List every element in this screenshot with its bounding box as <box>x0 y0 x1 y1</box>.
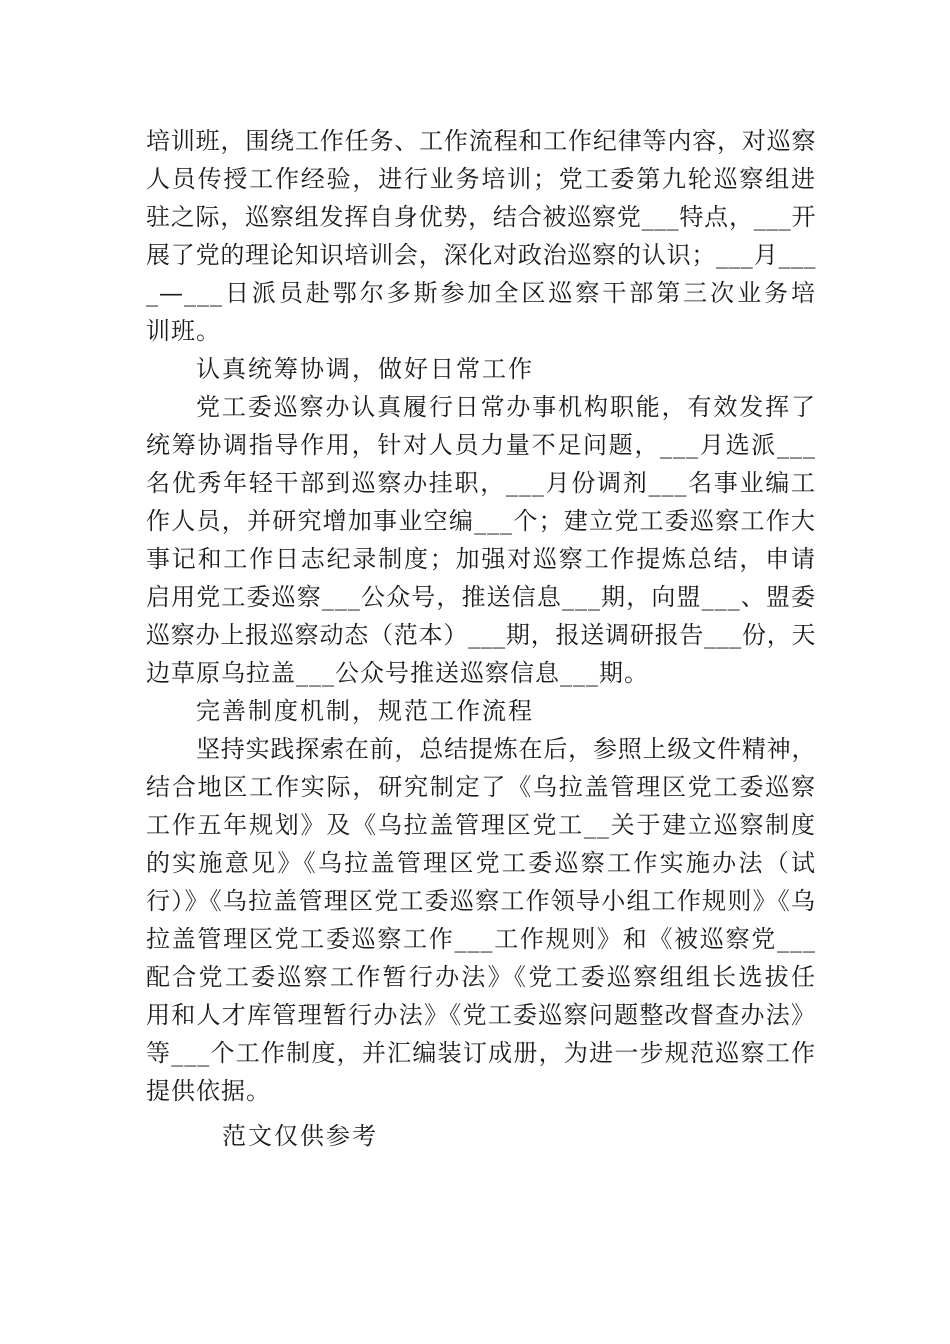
body-line: _—___日派员赴鄂尔多斯参加全区巡察干部第三次业务培 <box>146 279 816 307</box>
body-line: 结合地区工作实际，研究制定了《乌拉盖管理区党工委巡察 <box>146 773 816 801</box>
body-line: 培训班，围绕工作任务、工作流程和工作纪律等内容，对巡察 <box>146 127 816 155</box>
body-line: 提供依据。 <box>146 1077 271 1105</box>
section-heading: 完善制度机制，规范工作流程 <box>196 697 534 725</box>
body-line: 的实施意见》《乌拉盖管理区党工委巡察工作实施办法（试 <box>146 849 816 877</box>
body-line: 拉盖管理区党工委巡察工作___工作规则》和《被巡察党___ <box>146 925 816 953</box>
body-line: 工作五年规划》及《乌拉盖管理区党工__关于建立巡察制度 <box>146 811 816 839</box>
body-line: 用和人才库管理暂行办法》《党工委巡察问题整改督查办法》 <box>146 1001 816 1029</box>
body-line: 巡察办上报巡察动态（范本）___期，报送调研报告___份，天 <box>146 621 816 649</box>
body-line: 事记和工作日志纪录制度；加强对巡察工作提炼总结，申请 <box>146 545 816 573</box>
section-heading: 认真统筹协调，做好日常工作 <box>196 355 534 383</box>
body-line: 坚持实践探索在前，总结提炼在后，参照上级文件精神， <box>196 735 816 763</box>
body-line: 作人员，并研究增加事业空编___个；建立党工委巡察工作大 <box>146 507 816 535</box>
body-line: 行）》《乌拉盖管理区党工委巡察工作领导小组工作规则》《乌 <box>146 887 816 915</box>
body-line: 配合党工委巡察工作暂行办法》《党工委巡察组组长选拔任 <box>146 963 816 991</box>
body-line: 等___个工作制度，并汇编装订成册，为进一步规范巡察工作 <box>146 1039 816 1067</box>
body-line: 人员传授工作经验，进行业务培训；党工委第九轮巡察组进 <box>146 165 816 193</box>
reference-note: 范文仅供参考 <box>222 1122 378 1150</box>
body-line: 党工委巡察办认真履行日常办事机构职能，有效发挥了 <box>196 393 816 421</box>
body-line: 启用党工委巡察___公众号，推送信息___期，向盟___、盟委 <box>146 583 816 611</box>
body-line: 统筹协调指导作用，针对人员力量不足问题，___月选派___ <box>146 431 816 459</box>
body-line: 驻之际，巡察组发挥自身优势，结合被巡察党___特点，___开 <box>146 203 816 231</box>
body-line: 展了党的理论知识培训会，深化对政治巡察的认识；___月___ <box>146 241 816 269</box>
body-line: 名优秀年轻干部到巡察办挂职，___月份调剂___名事业编工 <box>146 469 816 497</box>
body-line: 边草原乌拉盖___公众号推送巡察信息___期。 <box>146 659 649 687</box>
body-line: 训班。 <box>146 317 221 345</box>
